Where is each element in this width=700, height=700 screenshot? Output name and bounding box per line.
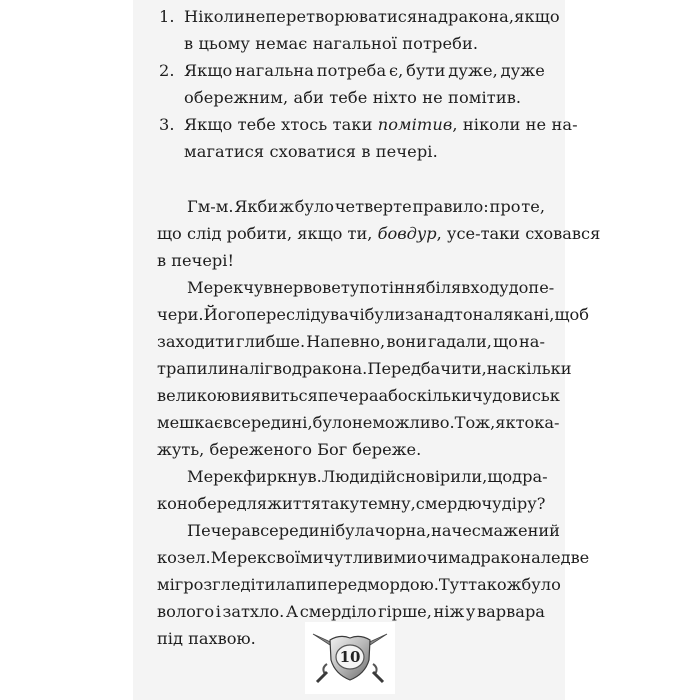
book-page	[133, 0, 601, 700]
text-line: міг розгледіти лапи перед мордою. Тут також було	[157, 575, 561, 594]
rule-number: 1.	[159, 7, 175, 26]
text-line: козел. Мерек своїми чутливими очима дракона ледве	[157, 548, 590, 567]
rule-text-line: Якщо нагальна потреба є, бути дуже, дуже	[184, 61, 545, 80]
rule-number: 3.	[159, 115, 175, 134]
text-line: мешкає всередині, було неможливо. Тож, як то ка-	[157, 413, 560, 432]
text-line: великою виявиться печера або скільки чудовиськ	[157, 386, 560, 405]
text-line: під пахвою.	[157, 629, 256, 648]
text-line: трапили на лігво дракона. Передбачити, наскільки	[157, 359, 572, 378]
text-line: жуть, береженого Бог береже.	[157, 440, 422, 459]
text-line: Гм-м. Якби ж було четверте правило: про те,	[187, 197, 545, 216]
text-line: Мерек чув нервове тупотіння біля входу до пе-	[187, 278, 555, 297]
text-line: чери. Його переслідувачі були занадто налякані, щоб	[157, 305, 589, 324]
text-line: кон обере для життя таку темну, смердючу діру?	[157, 494, 546, 513]
text-line: заходити глибше. Напевно, вони гадали, що на-	[157, 332, 545, 351]
rule-text-line	[184, 115, 578, 134]
italic-emphasis: бовдур	[377, 224, 437, 243]
italic-emphasis: помітив	[377, 115, 453, 134]
text-line: Мерек фиркнув. Люди дійсно вірили, що дра-	[187, 467, 548, 486]
page-number: 10	[339, 648, 361, 666]
rule-number: 2.	[159, 61, 175, 80]
page-number-medallion	[305, 622, 395, 694]
text-line: Печера всередині була чорна, наче смажений	[187, 521, 560, 540]
rule-3-line-1: Якщо тебе хтось таки помітив, ніколи не на-	[184, 115, 578, 134]
text-line: в печері!	[157, 251, 234, 270]
text-line: волого і затхло. А смерділо гірше, ніж у варвара	[157, 602, 545, 621]
text-line: що слід робити, якщо ти, бовдур , усе-таки сховався	[157, 224, 601, 243]
rule-text-line: Ніколи не перетворюватися на дракона, якщо	[184, 7, 560, 26]
rule-text-line: в цьому немає нагальної потреби.	[184, 34, 479, 53]
rule-text-line: магатися сховатися в печері.	[184, 142, 438, 161]
rule-text-line: обережним, аби тебе ніхто не помітив.	[184, 88, 522, 107]
